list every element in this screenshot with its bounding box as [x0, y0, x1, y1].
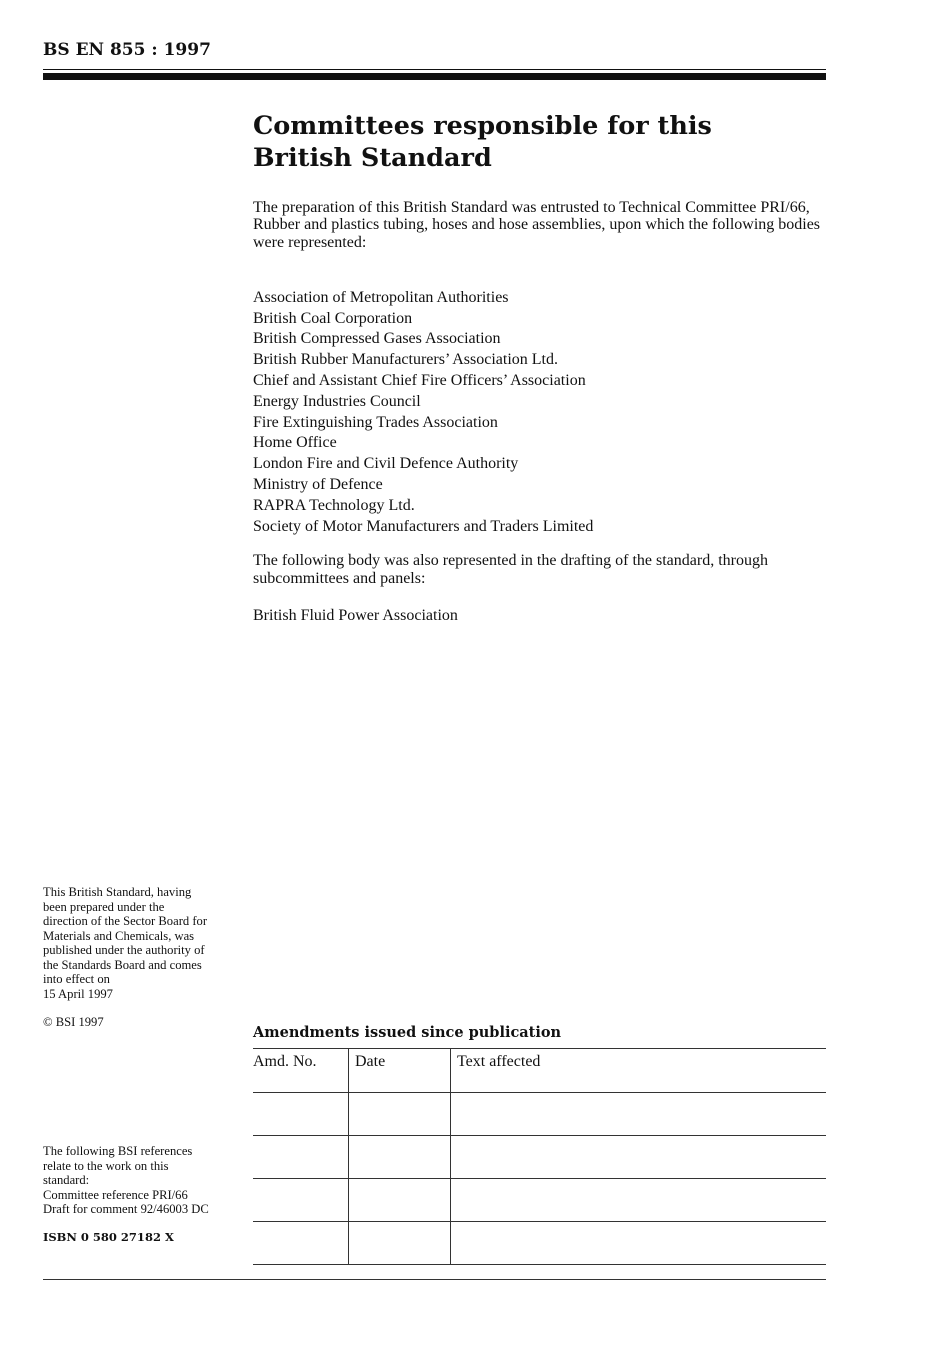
copyright-notice: © BSI 1997	[43, 1015, 104, 1029]
footer-rule	[43, 1279, 826, 1280]
bsi-references-line: The following BSI references	[43, 1144, 193, 1158]
bsi-references-note	[43, 1144, 233, 1217]
bsi-references-line: standard:	[43, 1173, 90, 1187]
table-cell	[451, 1093, 827, 1136]
list-item: British Coal Corporation	[253, 309, 413, 327]
header-rule-thin	[43, 69, 826, 70]
list-item: RAPRA Technology Ltd.	[253, 496, 415, 514]
table-cell	[349, 1136, 451, 1179]
table-cell	[349, 1179, 451, 1222]
publication-note-line: 15 April 1997	[43, 986, 113, 1001]
table-row	[253, 1093, 826, 1136]
publication-note-line: into effect on	[43, 972, 110, 986]
table-row	[253, 1179, 826, 1222]
list-item: London Fire and Civil Defence Authority	[253, 455, 519, 473]
also-represented-body: British Fluid Power Association	[253, 607, 458, 625]
bsi-references-line: Draft for comment 92/46003 DC	[43, 1202, 209, 1216]
table-cell	[349, 1222, 451, 1265]
list-item: Society of Motor Manufacturers and Traders Limited	[253, 517, 594, 535]
table-cell	[451, 1136, 827, 1179]
table-cell	[253, 1222, 349, 1265]
represented-bodies-list	[253, 288, 826, 538]
list-item: Fire Extinguishing Trades Association	[253, 413, 498, 431]
publication-note-line: published under the authority of	[43, 943, 205, 957]
list-item: British Compressed Gases Association	[253, 330, 501, 348]
list-item: British Rubber Manufacturers’ Association Ltd.	[253, 351, 558, 369]
main-column	[253, 110, 826, 626]
publication-note-line: This British Standard, having	[43, 885, 192, 899]
document-number: BS EN 855 : 1997	[43, 40, 211, 60]
bsi-references-line: Committee reference PRI/66	[43, 1187, 188, 1202]
list-item: Energy Industries Council	[253, 392, 421, 410]
publication-note-line: direction of the Sector Board for	[43, 914, 208, 928]
publication-note-line: Materials and Chemicals, was	[43, 928, 195, 943]
list-item: Chief and Assistant Chief Fire Officers’ Association	[253, 372, 586, 390]
table-cell	[451, 1179, 827, 1222]
publication-note-line: the Standards Board and comes	[43, 957, 202, 972]
isbn: ISBN 0 580 27182 X	[43, 1230, 174, 1244]
list-item: Ministry of Defence	[253, 476, 383, 494]
table-cell	[349, 1093, 451, 1136]
table-cell	[253, 1179, 349, 1222]
intro-paragraph: The preparation of this British Standard was entrusted to Technical Committee PRI/66, Rubber and plastics tubing, hoses and hose assemblies, upon which the following bodies were represented:	[253, 199, 821, 251]
column-header-date: Date	[349, 1049, 451, 1093]
column-header-text-affected: Text affected	[451, 1049, 827, 1093]
also-represented-paragraph: The following body was also represented in the drafting of the standard, through subcommittees and panels:	[253, 552, 768, 587]
list-item: Association of Metropolitan Authorities	[253, 288, 509, 306]
amendments-title: Amendments issued since publication	[253, 1024, 562, 1041]
publication-note	[43, 885, 233, 1001]
table-cell	[451, 1222, 827, 1265]
bsi-references-line: relate to the work on this	[43, 1158, 169, 1173]
title-line-1: Committees responsible for this	[253, 111, 712, 141]
header-rule-thick	[43, 73, 826, 80]
page-title	[253, 110, 826, 174]
table-header-row	[253, 1049, 826, 1093]
table-cell	[253, 1136, 349, 1179]
table-row	[253, 1136, 826, 1179]
table-cell	[253, 1093, 349, 1136]
table-row	[253, 1222, 826, 1265]
column-header-amd-no: Amd. No.	[253, 1049, 349, 1093]
amendments-table	[253, 1048, 826, 1265]
list-item: Home Office	[253, 434, 337, 452]
publication-note-line: been prepared under the	[43, 899, 165, 914]
title-line-2: British Standard	[253, 143, 492, 173]
